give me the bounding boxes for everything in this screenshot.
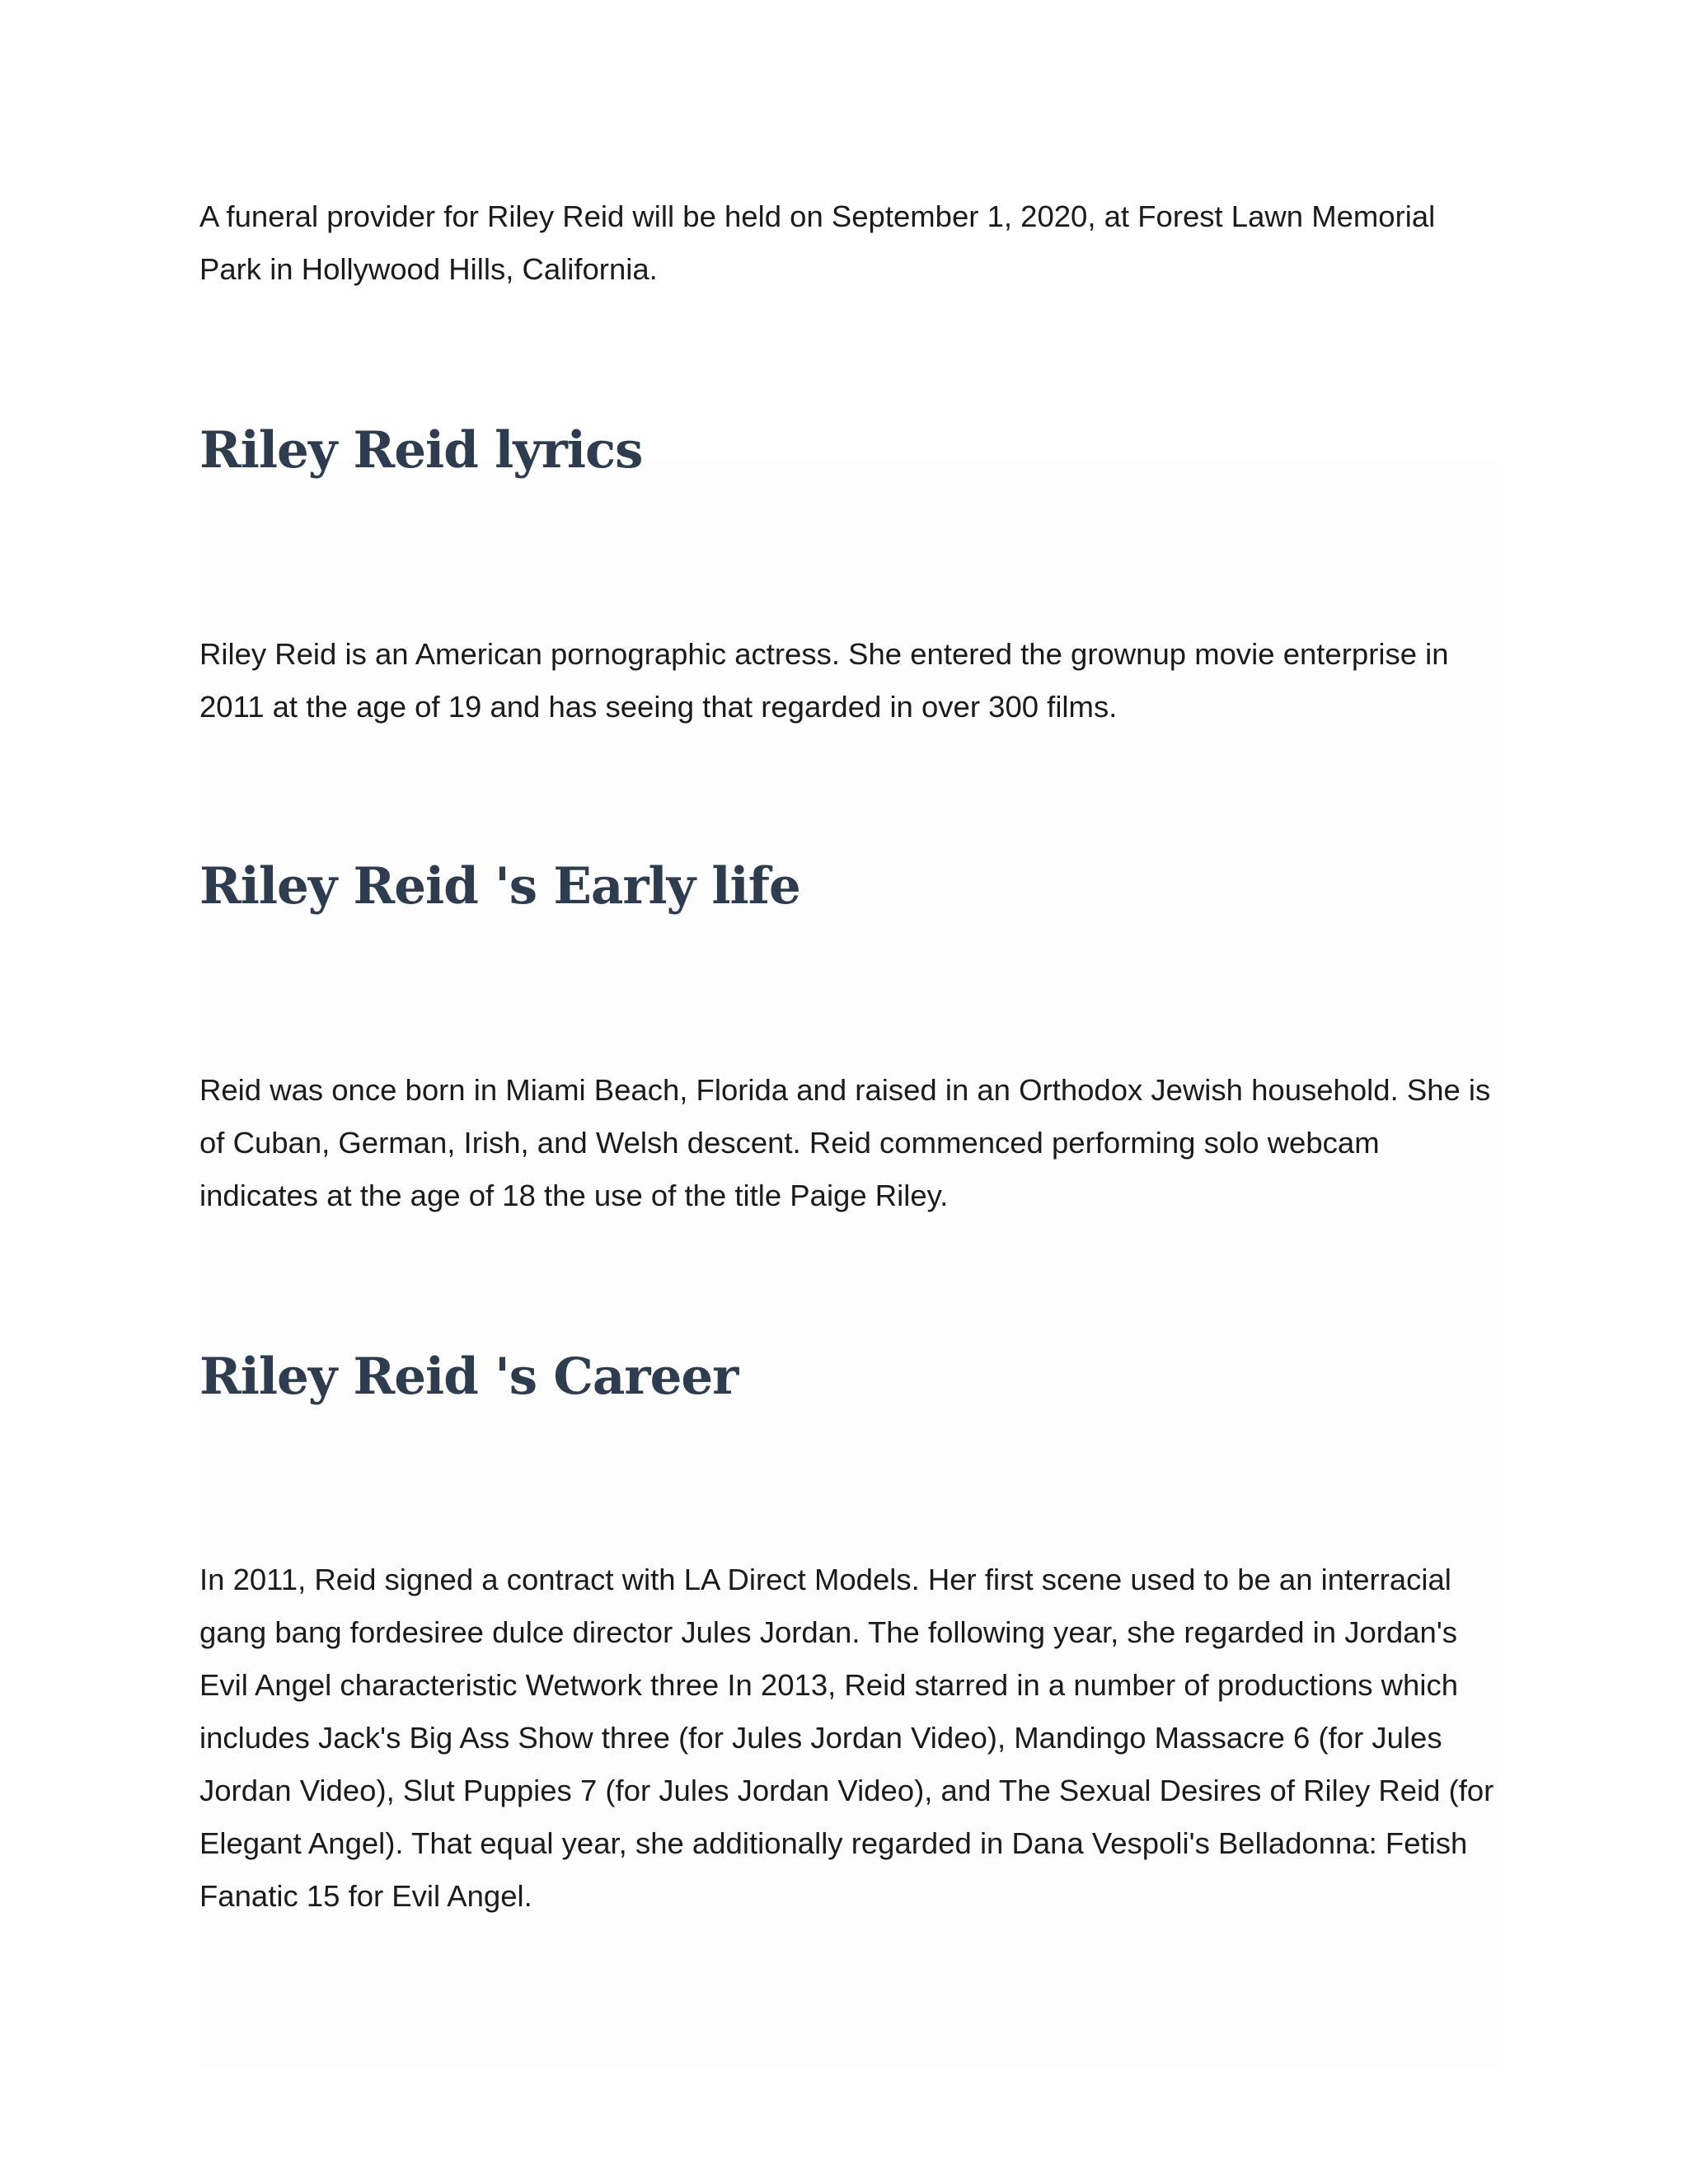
section-paragraph-early-life: Reid was once born in Miami Beach, Florida and raised in an Orthodox Jewish household. She is of Cuban, German, Irish, and Welsh descent. Reid commenced performing solo webcam indicates at the age of 18 the use of the title Paige Riley.: [199, 1073, 1491, 1212]
section-paragraph-career: In 2011, Reid signed a contract with LA Direct Models. Her first scene used to be an interracial gang bang fordesiree dulce director Jules Jordan. The following year, she regarded in Jordan's Evil Angel characteristic Wetwork three In 2013, Reid starred in a number of productions which includes Jack's Big Ass Show three (for Jules Jordan Video), Mandingo Massacre 6 (for Jules Jordan Video), Slut Puppies 7 (for Jules Jordan Video), and The Sexual Desires of Riley Reid (for Elegant Angel). That equal year, she additionally regarded in Dana Vespoli's Belladonna: Fetish Fanatic 15 for Evil Angel.: [199, 1563, 1494, 1913]
section-heading-lyrics: Riley Reid lyrics: [199, 421, 643, 480]
section-heading-early-life: Riley Reid 's Early life: [199, 857, 800, 916]
funeral-paragraph: A funeral provider for Riley Reid will be held on September 1, 2020, at Forest Lawn Memorial Park in Hollywood Hills, California.: [199, 199, 1436, 286]
section-heading-career: Riley Reid 's Career: [199, 1347, 738, 1406]
section-paragraph-intro: Riley Reid is an American pornographic actress. She entered the grownup movie enterprise in 2011 at the age of 19 and has seeing that regarded in over 300 films.: [199, 637, 1449, 724]
